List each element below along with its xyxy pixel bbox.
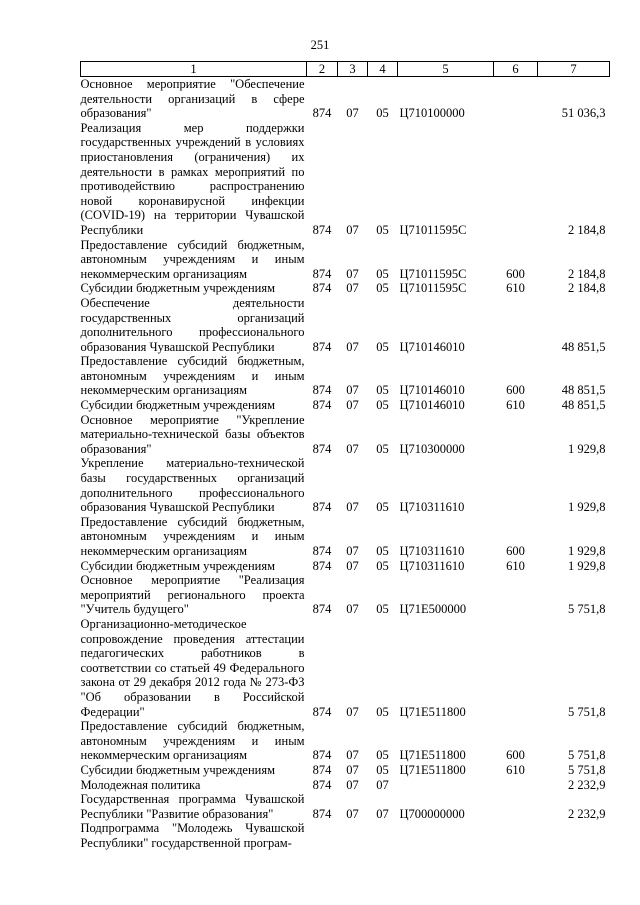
row-expense-type: 600 (506, 544, 525, 558)
row-expense-type (494, 296, 538, 354)
row-subsection-code: 05 (376, 106, 389, 121)
row-ministry-code: 874 (312, 602, 332, 617)
table-row (81, 413, 610, 457)
row-ministry-code: 874 (312, 339, 332, 354)
row-subsection-code: 07 (376, 806, 389, 821)
row-expense-type: 600 (506, 383, 525, 398)
row-ministry-code (307, 821, 338, 850)
page-number: 251 (310, 38, 330, 52)
row-subsection-code: 05 (376, 704, 389, 719)
row-amount: 48 851,5 (561, 398, 606, 413)
row-section-code: 07 (346, 777, 359, 792)
row-ministry-code: 874 (312, 777, 332, 792)
row-name: Предоставление субсидий бюджетным, автономным учреждениям и иным некоммерческим организациям (80, 514, 305, 558)
row-target-article (398, 821, 494, 850)
row-expense-type: 610 (506, 398, 525, 413)
header-col-6: 6 (494, 62, 538, 77)
table-row (81, 398, 610, 413)
row-target-article: Ц710100000 (399, 106, 465, 121)
row-subsection-code: 05 (376, 558, 389, 573)
row-expense-type (494, 821, 538, 850)
table-row (81, 77, 610, 121)
row-name: Субсидии бюджетным учреждениям (80, 762, 276, 777)
row-amount: 5 751,8 (568, 704, 606, 719)
table-row (81, 763, 610, 778)
row-amount: 51 036,3 (561, 106, 606, 121)
row-ministry-code: 874 (312, 806, 332, 821)
row-subsection-code: 05 (376, 266, 389, 281)
header-col-5: 5 (398, 62, 494, 77)
row-amount: 48 851,5 (561, 339, 606, 354)
row-expense-type (494, 121, 538, 238)
table-row (81, 559, 610, 574)
row-section-code: 07 (346, 106, 359, 121)
row-expense-type: 610 (506, 281, 525, 296)
row-name: Основное мероприятие "Обеспечение деятельности организаций в сфере образования" (80, 77, 305, 121)
row-subsection-code (368, 821, 398, 850)
row-target-article: Ц710311610 (399, 558, 465, 573)
row-expense-type (494, 573, 538, 617)
row-section-code: 07 (346, 544, 359, 558)
row-ministry-code: 874 (312, 383, 332, 398)
row-section-code: 07 (346, 748, 359, 763)
row-subsection-code: 05 (376, 544, 389, 558)
header-col-3: 3 (338, 62, 368, 77)
row-amount: 2 232,9 (568, 806, 606, 821)
row-name: Субсидии бюджетным учреждениям (80, 281, 276, 296)
row-ministry-code: 874 (312, 500, 332, 515)
row-ministry-code: 874 (312, 441, 332, 456)
table-row (81, 121, 610, 238)
row-subsection-code: 05 (376, 762, 389, 777)
row-expense-type: 600 (506, 266, 525, 281)
row-name: Обеспечение деятельности государственных организаций дополнительного профессионального образования Чувашской Республики (80, 295, 305, 354)
header-col-1: 1 (81, 62, 307, 77)
row-ministry-code: 874 (312, 544, 332, 558)
row-amount: 5 751,8 (568, 762, 606, 777)
row-target-article: Ц71Е511800 (399, 762, 466, 777)
table-row (81, 792, 610, 821)
row-name: Субсидии бюджетным учреждениям (80, 398, 276, 413)
row-ministry-code: 874 (312, 748, 332, 763)
table-row (81, 354, 610, 398)
row-expense-type (494, 778, 538, 793)
row-amount: 5 751,8 (568, 748, 606, 763)
row-name: Предоставление субсидий бюджетным, автономным учреждениям и иным некоммерческим организациям (80, 354, 305, 398)
row-section-code: 07 (346, 339, 359, 354)
row-target-article: Ц71011595С (399, 266, 467, 281)
row-amount: 1 929,8 (568, 558, 606, 573)
table-header (81, 62, 610, 77)
row-section-code: 07 (346, 762, 359, 777)
row-amount: 5 751,8 (568, 602, 606, 617)
row-amount (538, 821, 610, 850)
row-target-article: Ц71Е500000 (399, 602, 467, 617)
row-ministry-code: 874 (312, 558, 332, 573)
row-target-article: Ц710146010 (399, 383, 465, 398)
row-name: Молодежная политика (80, 777, 201, 792)
row-subsection-code: 05 (376, 602, 389, 617)
table-row (81, 296, 610, 354)
table-row (81, 281, 610, 296)
row-name: Предоставление субсидий бюджетным, автономным учреждениям и иным некоммерческим организациям (80, 237, 305, 281)
row-expense-type (494, 617, 538, 719)
row-ministry-code: 874 (312, 281, 332, 296)
budget-table (80, 61, 610, 850)
row-subsection-code: 05 (376, 500, 389, 515)
row-ministry-code: 874 (312, 266, 332, 281)
row-expense-type: 610 (506, 558, 525, 573)
row-target-article: Ц71011595С (399, 281, 467, 296)
row-subsection-code: 07 (376, 777, 389, 792)
row-ministry-code: 874 (312, 762, 332, 777)
row-target-article: Ц710300000 (399, 441, 465, 456)
row-amount: 2 184,8 (568, 266, 606, 281)
row-amount: 2 184,8 (568, 222, 606, 237)
row-section-code: 07 (346, 266, 359, 281)
row-amount: 1 929,8 (568, 500, 606, 515)
row-target-article: Ц71Е511800 (399, 704, 466, 719)
row-section-code: 07 (346, 398, 359, 413)
row-name: Основное мероприятие "Укрепление материально-технической базы объектов образования" (80, 412, 305, 456)
row-target-article (398, 778, 494, 793)
row-expense-type: 610 (506, 762, 525, 777)
row-name: Предоставление субсидий бюджетным, автономным учреждениям и иным некоммерческим организациям (80, 719, 305, 763)
row-name: Субсидии бюджетным учреждениям (80, 558, 276, 573)
row-amount: 1 929,8 (568, 544, 606, 558)
row-name: Организационно-методическое сопровождение проведения аттестации педагогических работников в соответствии со статьей 49 Федерального закона от 29 декабря 2012 года № 273-ФЗ "Об образовании в Российской Федерации" (80, 616, 305, 719)
row-subsection-code: 05 (376, 281, 389, 296)
table-row (81, 719, 610, 763)
row-subsection-code: 05 (376, 441, 389, 456)
row-ministry-code: 874 (312, 704, 332, 719)
row-section-code (338, 821, 368, 850)
row-section-code: 07 (346, 500, 359, 515)
row-section-code: 07 (346, 602, 359, 617)
header-col-7: 7 (538, 62, 610, 77)
row-expense-type: 600 (506, 748, 525, 763)
row-expense-type (494, 792, 538, 821)
row-section-code: 07 (346, 704, 359, 719)
row-amount: 2 232,9 (568, 777, 606, 792)
row-name: Государственная программа Чувашской Республики "Развитие образования" (80, 792, 305, 821)
table-row (81, 573, 610, 617)
row-section-code: 07 (346, 441, 359, 456)
row-name: Подпрограмма "Молодежь Чувашской Республики" государственной програм- (80, 821, 305, 850)
row-section-code: 07 (346, 806, 359, 821)
row-expense-type (494, 456, 538, 514)
row-section-code: 07 (346, 281, 359, 296)
row-expense-type (494, 77, 538, 121)
row-amount: 1 929,8 (568, 441, 606, 456)
row-target-article: Ц710311610 (399, 500, 465, 515)
row-subsection-code: 05 (376, 339, 389, 354)
row-target-article: Ц71Е511800 (399, 748, 466, 763)
row-amount: 48 851,5 (561, 383, 606, 398)
header-col-2: 2 (307, 62, 338, 77)
table-row (81, 617, 610, 719)
row-subsection-code: 05 (376, 383, 389, 398)
row-target-article: Ц710311610 (399, 544, 465, 558)
row-target-article: Ц710146010 (399, 339, 465, 354)
row-target-article: Ц71011595С (399, 222, 467, 237)
row-section-code: 07 (346, 558, 359, 573)
table-row (81, 515, 610, 559)
table-body (81, 77, 610, 851)
row-section-code: 07 (346, 222, 359, 237)
table-row (81, 778, 610, 793)
row-section-code: 07 (346, 383, 359, 398)
row-ministry-code: 874 (312, 222, 332, 237)
row-ministry-code: 874 (312, 106, 332, 121)
row-name: Основное мероприятие "Реализация мероприятий регионального проекта "Учитель будущего" (80, 573, 305, 617)
row-name: Реализация мер поддержки государственных учреждений в условиях приостановления (ограничения) их деятельности в рамках мероприятий по противодействию распространению новой коронавирусной инфекции (COVID-19) на территории Чувашской Республики (80, 120, 305, 237)
table-row (81, 821, 610, 850)
row-subsection-code: 05 (376, 398, 389, 413)
row-amount: 2 184,8 (568, 281, 606, 296)
header-col-4: 4 (368, 62, 398, 77)
table-row (81, 238, 610, 282)
row-subsection-code: 05 (376, 222, 389, 237)
row-name: Укрепление материально-технической базы государственных организаций дополнительного профессионального образования Чувашской Республики (80, 456, 305, 515)
row-subsection-code: 05 (376, 748, 389, 763)
table-row (81, 456, 610, 514)
row-target-article: Ц700000000 (399, 806, 465, 821)
row-target-article: Ц710146010 (399, 398, 465, 413)
row-expense-type (494, 413, 538, 457)
row-ministry-code: 874 (312, 398, 332, 413)
